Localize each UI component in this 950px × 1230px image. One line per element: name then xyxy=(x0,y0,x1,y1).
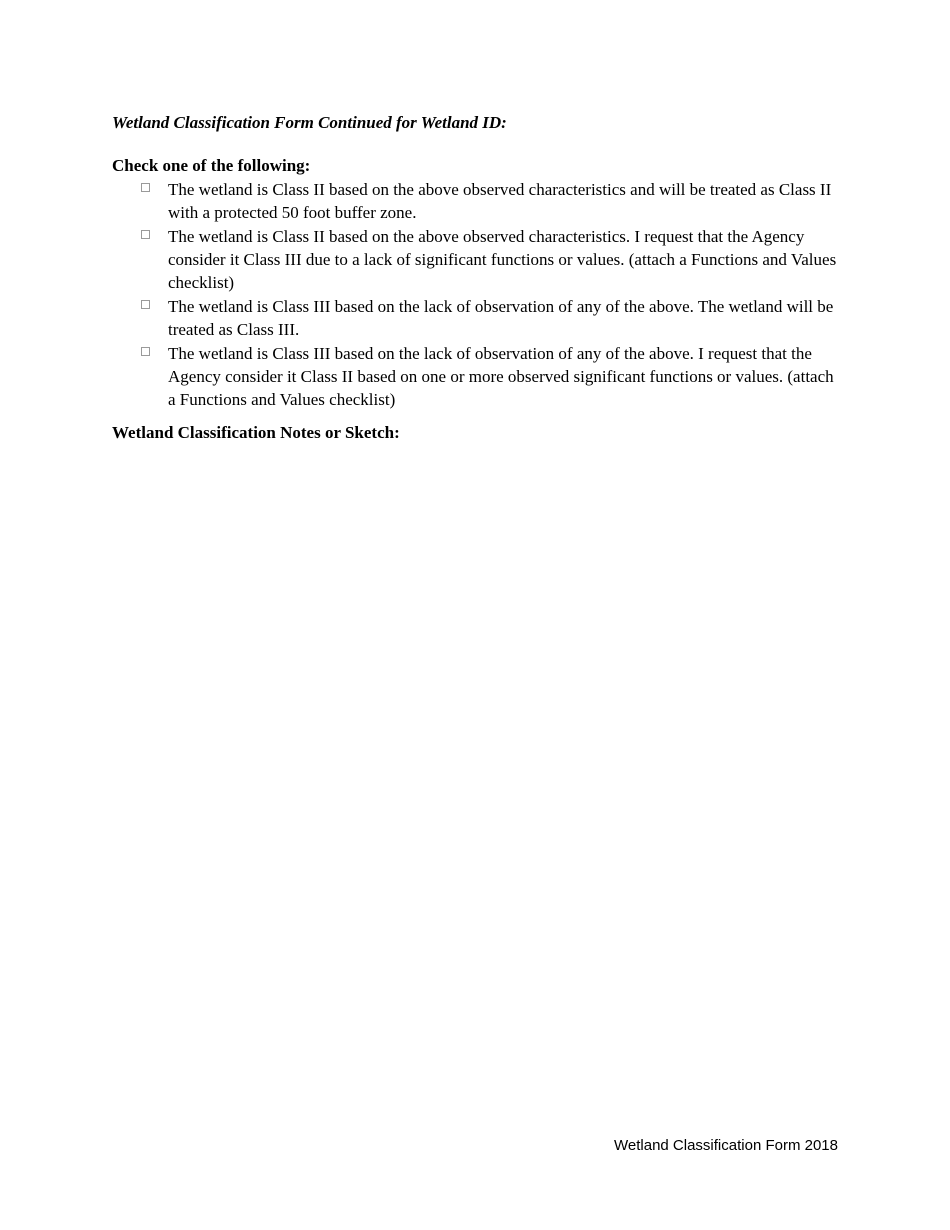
check-instruction: Check one of the following: xyxy=(112,156,311,175)
checkbox-option-3[interactable] xyxy=(141,300,150,309)
classification-option-3 xyxy=(112,295,842,341)
option-4-text: The wetland is Class III based on the lack of observation of any of the above. I request that the Agency consider it Class II based on one or more observed significant functions or values. (attach a Functions and Values checklist) xyxy=(168,344,834,409)
notes-sketch-heading: Wetland Classification Notes or Sketch: xyxy=(112,423,400,442)
option-2-text: The wetland is Class II based on the above observed characteristics. I request that the Agency consider it Class III due to a lack of significant functions or values. (attach a Functions and Values checklist) xyxy=(168,227,837,292)
option-1-text: The wetland is Class II based on the above observed characteristics and will be treated as Class II with a protected 50 foot buffer zone. xyxy=(168,180,832,222)
checkbox-option-2[interactable] xyxy=(141,230,150,239)
option-3-text: The wetland is Class III based on the lack of observation of any of the above. The wetland will be treated as Class III. xyxy=(168,297,834,339)
checkbox-option-4[interactable] xyxy=(141,347,150,356)
page-footer: Wetland Classification Form 2018 xyxy=(614,1137,838,1154)
form-title: Wetland Classification Form Continued for Wetland ID: xyxy=(112,113,507,132)
classification-options-list xyxy=(112,178,842,412)
classification-option-4 xyxy=(112,342,842,411)
classification-option-2 xyxy=(112,225,842,294)
checkbox-option-1[interactable] xyxy=(141,183,150,192)
classification-option-1 xyxy=(112,178,842,224)
